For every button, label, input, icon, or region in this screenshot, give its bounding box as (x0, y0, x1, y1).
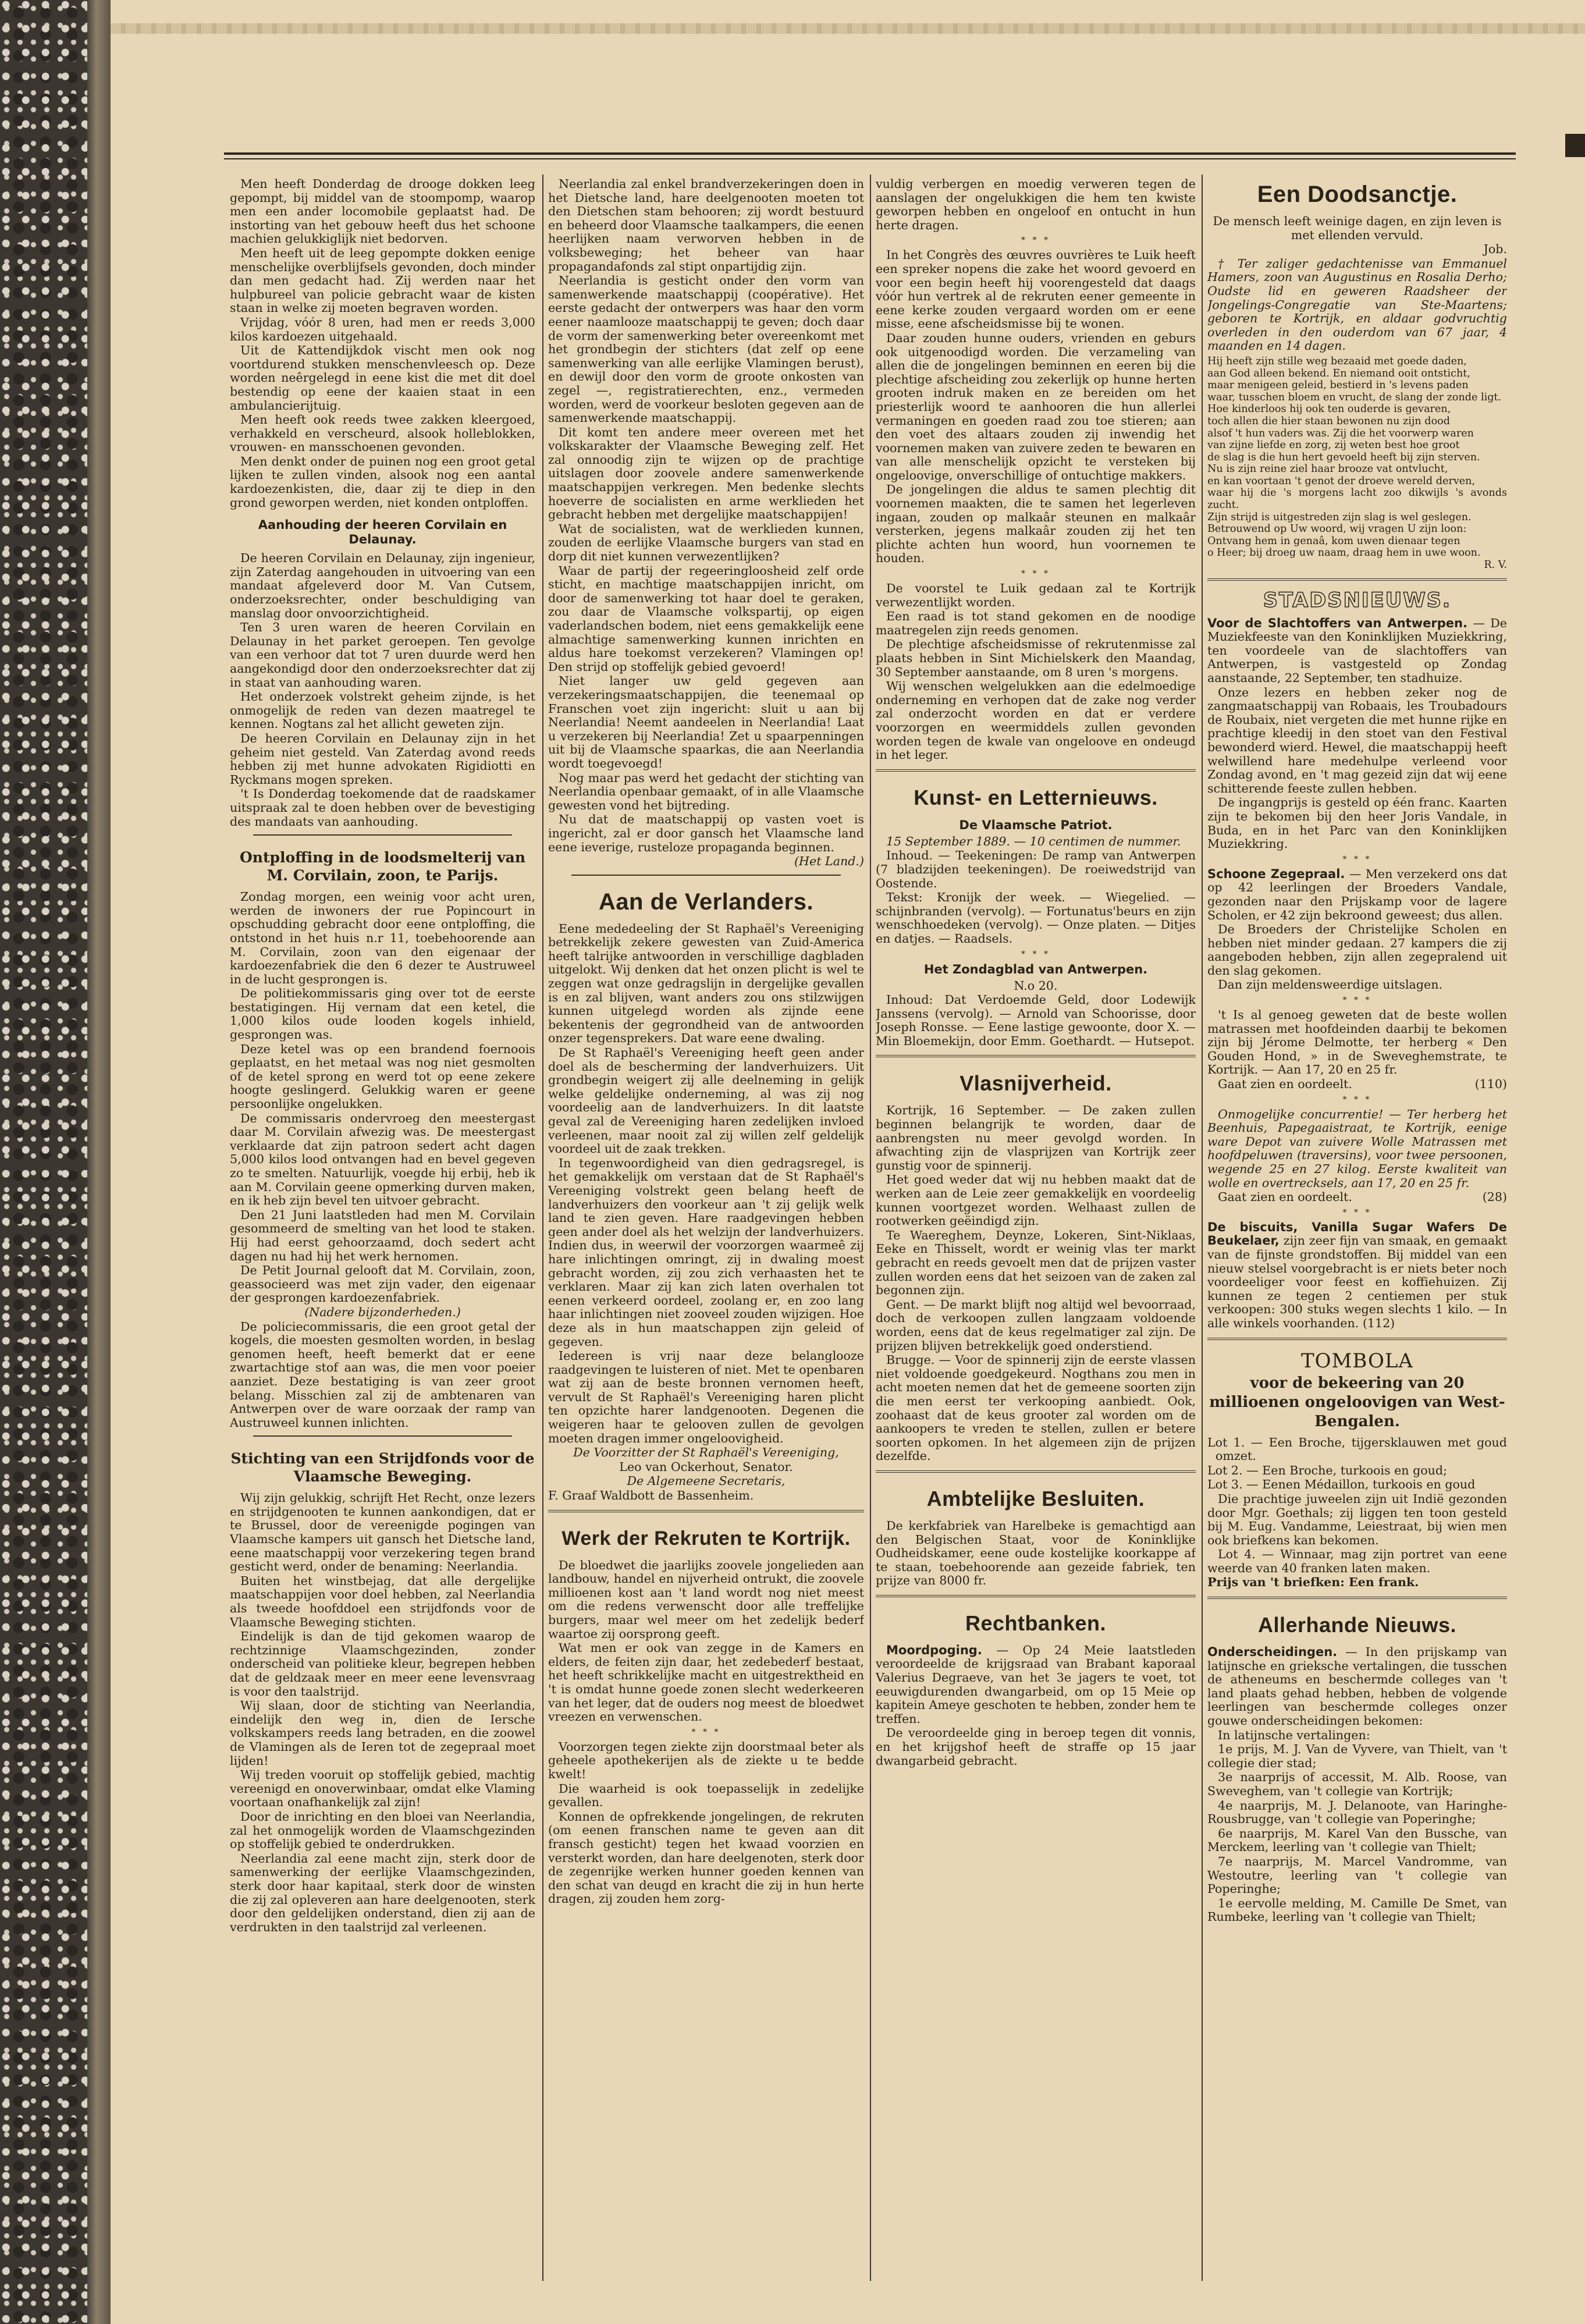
ad-number: (110) (1474, 1077, 1507, 1092)
poem-line: Nu is zijn reine ziel haar brooze vat ontvlucht, (1207, 463, 1448, 475)
advertisement: Onmogelijke concurrentie! — Ter herberg het Beenhuis, Papegaaistraat, te Kortrijk, eenige ware Depot van zuivere Wolle Matrassen met hoofdpeluwen (traversins), voor twee persoonen, wegende 25 en 27 kilog. Eerste kwaliteit van wolle en overtrecksels, aan 17, 20 en 25 fr. (1207, 1107, 1507, 1190)
asterism: * * * (1342, 1207, 1372, 1217)
paragraph: Wat men er ook van zegge in de Kamers en elders, de feiten zijn daar, het zedebederf bestaat, het heeft schrikkelijke macht en uitgestrektheid en 't is omdat hunne goede zonen slecht wederkeeren van het leger, dat de ouders nog meest de bloedwet vreezen en verwenschen. (548, 1641, 864, 1724)
paragraph: Lot 4. — Winnaar, mag zijn portret van eene weerde van 40 franken laten maken. (1207, 1547, 1507, 1575)
lead-in: Voor de Slachtoffers van Antwerpen. (1207, 616, 1467, 630)
column-3 (876, 177, 1196, 2275)
paragraph: Neerlandia zal eene macht zijn, sterk door de samenwerking der eerlijke Vlaamschgezinden, sterk door haar kapitaal, sterk door de winsten die zij zal opleveren aan hare deelgenooten, sterk door den geldelijken onderstand, dien zij aan de verdrukten in den taalstrijd zal verleenen. (230, 1851, 535, 1934)
paragraph: Wij zijn gelukkig, schrijft Het Recht, onze lezers en strijdgenooten te kunnen aankondigen, dat er te Brussel, door de vereenigde pogingen van Vlaamsche kampers uit gansch het Dietsche land, eene maatschappij voor verzekering tegen brand gesticht werd, onder de benaming: Neerlandia. (230, 1491, 535, 1574)
top-rule (224, 152, 1516, 155)
headline-rekruten: Werk der Rekruten te Kortrijk. (561, 1527, 851, 1550)
headline-verlanders: Aan de Verlanders. (598, 889, 814, 915)
headline-tombola: TOMBOLA (1301, 1349, 1413, 1373)
top-binding-strip (111, 23, 1585, 34)
advertisement-footer (1207, 1191, 1507, 1204)
paragraph: De St Raphaël's Vereeniging heeft geen ander doel als de bescherming der landverhuizers. Uit grondbegin weigert zij alle deelneming in gelijk welke geldelijke onderneming, al was zij nog voordeelig aan de landverhuizers. In dit laatste geval zal de Vereeniging haren zedelijken invloed verleenen, maar nooit zal zij willen zelf geldelijk voordeel uit de zaak trekken. (548, 1046, 864, 1156)
lead-in: De biscuits, Vanilla Sugar Wafers De Beukelaer, (1207, 1220, 1507, 1248)
headline-doodsanctje: Een Doodsanctje. (1257, 182, 1458, 207)
poem-line: o Heer; bij droeg uw naam, draag hem in uwe woon. (1207, 547, 1481, 559)
lead-in: Onderscheidingen. (1207, 1645, 1338, 1660)
paragraph: De policiecommissaris, die een groot getal der kogels, die moesten gesmolten worden, in beslag genomen heeft, heeft bemerkt dat er eene zwartachtige stof aan was, die men voor poeier aanziet. Deze bestatiging is van zeer groot belang. Misschien zal zij de ambtenaren van Antwerpen over de ware oorzaak der ramp van Austruweel kunnen inlichten. (230, 1319, 535, 1430)
paragraph: Konnen de opfrekkende jongelingen, de rekruten (om eenen franschen name te geven aan dit fransch gesticht) tegen het kwaad voorzien en versterkt worden, dan hare deelgenoten, sterk door de zegenrijke werken hunner goeden kennen van den schat van deugd en kracht die zij in hun herte dragen, zij zouden hem zorg- (548, 1809, 864, 1906)
asterism: * * * (1021, 236, 1050, 246)
paragraph: De heeren Corvilain en Delaunay, zijn ingenieur, zijn Zaterdag aangehouden in uitvoering van een mandaat afgeleverd door M. Van Cutsem, onderzoeksrechter, onder beschuldiging van manslag door onvoorzichtigheid. (230, 551, 535, 620)
quote: De mensch leeft weinige dagen, en zijn leven is met ellenden vervuld. (1213, 214, 1502, 242)
paragraph: Eene mededeeling der St Raphaël's Vereeniging betrekkelijk zekere gewesten van Zuid-America heeft talrijke antwoorden in verschillige dagbladen uitgelokt. Wij denken dat het onzen plicht is wel te zeggen wat onze gedragslijn in dergelijke gevallen is en zal blijven, want anders zou ons stilzwijgen kunnen uitgelegd worden als zijnde eene bekentenis der gegrondheid van de antwoorden onzer tegensprekers. Dat ware eene dwaling. (548, 921, 864, 1046)
source-credit: (Het Land.) (794, 854, 864, 869)
ad-tagline: Gaat zien en oordeelt. (1218, 1077, 1352, 1092)
paragraph: De politiekommissaris ging over tot de eerste bestatigingen. Hij vernam dat een ketel, die 1,000 kilos oude looden kogels inhield, gesprongen was. (230, 986, 535, 1042)
paragraph: Door de inrichting en den bloei van Neerlandia, zal het onmogelijk worden de Vlaamschgezinden op stoffelijk gebied te onderdrukken. (230, 1809, 535, 1852)
paragraph: De ingangprijs is gesteld op één franc. Kaarten zijn te bekomen bij den heer Joris Vandale, in Buda, en in het Parc van den Koninklijken Muziekkring. (1207, 795, 1507, 851)
news-item (1207, 868, 1507, 922)
subheadline-patriot: De Vlaamsche Patriot. (959, 818, 1113, 832)
poem-line: toch allen die hier staan bewonen nu zijn dood (1207, 415, 1451, 427)
poem-line: Betrouwend op Uw woord, wij vragen U zijn loon: (1207, 523, 1467, 535)
column-4 (1207, 177, 1507, 2275)
news-item (1207, 1646, 1507, 1728)
paragraph: Niet langer uw geld gegeven aan verzekeringsmaatschappijen, die teenemaal op Franschen voet zijn ingericht: sluit u aan bij Neerlandia! Neemt aandeelen in Neerlandia! Laat u verzekeren bij Neerlandia! Zet u spaarpenningen uit bij de Vlaamsche spaarkas, die aan Neerlandia wordt toegevoegd! (548, 674, 864, 770)
section-divider (1207, 578, 1507, 581)
paragraph: Buiten het winstbejag, dat alle dergelijke maatschappijen voor doel hebben, zal Neerlandia als tweede hoofddoel een strijdfonds voor de Vlaamsche Beweging stichten. (230, 1573, 535, 1629)
paragraph-text: — Op 24 Meie laatstleden veroordeelde de krijgsraad van Brabant kaporaal Valerius Degraeve, van het 3e jagers te voet, tot eeuwigdurenden dwangarbeid, om op 15 Meie op kapitein Ameye geschoten te hebben, zonder hem te treffen. (876, 1643, 1196, 1726)
asterism: * * * (1021, 949, 1050, 959)
poem-line: Zijn strijd is uitgestreden zijn slag is wel geslegen. (1207, 511, 1472, 523)
poem-line: waar, tusschen bloem en vrucht, de slang der zonde ligt. (1207, 391, 1502, 403)
paragraph: Neerlandia is gesticht onder den vorm van samenwerkende maatschappij (coopérative). Het eerste gedacht der ontwerpers was haar den vorm eener naamlooze maatschappij te geven; doch daar de vorm der samenwerking beter overeenkomt met het grondbegin der stichters (dat zelf op eene samenwerking van alle eerlijke Vlamingen berust), en dewijl door den vorm de groote onkosten van zegel —, registratierechten, enz., vermeden worden, werd de voorkeur besloten gegeven aan de samenwerkende maatschappij. (548, 273, 864, 425)
paragraph: 1e eervolle melding, M. Camille De Smet, van Rumbeke, leerling van 't collegie van Thielt; (1207, 1896, 1507, 1924)
poem-line: en kan voortaan 't genot der droeve wereld derven, (1207, 475, 1476, 487)
paragraph: Neerlandia zal enkel brandverzekeringen doen in het Dietsche land, hare deelgenooten moeten tot den Dietschen stam behooren; zij wordt bestuurd en beheerd door Vlaamsche taalkampers, die eenen heerlijken naam verworven hebben in de volksbeweging; het beheer van haar propagandafonds zal stipt onpartijdig zijn. (548, 177, 864, 273)
paragraph: Nu dat de maatschappij op vasten voet is ingericht, zal er door gansch het Vlaamsche land eene ieverige, rusteloze propaganda beginnen. (548, 812, 864, 854)
paragraph: Men heeft Donderdag de drooge dokken leeg gepompt, bij middel van de stoompomp, waarop men een ander locomobile geplaatst had. De instorting van het gebouw heeft dus het schoone machien gelukkiglijk niet bedorven. (230, 177, 535, 246)
paragraph: De voorstel te Luik gedaan zal te Kortrijk verwezentlijkt worden. (876, 581, 1196, 609)
paragraph: Een raad is tot stand gekomen en de noodige maatregelen zijn reeds genomen. (876, 609, 1196, 637)
paragraph: De heeren Corvilain en Delaunay zijn in het geheim niet gesteld. Van Zaterdag avond reeds hebben zij met hunne advokaten Rigidiotti en Ryckmans mogen spreken. (230, 731, 535, 787)
paragraph: Nog maar pas werd het gedacht der stichting van Neerlandia openbaar gemaakt, of in alle Vlaamsche gewesten vond het bijtreding. (548, 770, 864, 812)
col1-intro (230, 177, 535, 510)
advertisement: 't Is al genoeg geweten dat de beste wollen matrassen met hoofdeinden daarbij te bekomen zijn bij Jérome Delmotte, ter herberg « Den Gouden Hond, » in de Sweveghemstrate, te Kortrijk. — Aan 17, 20 en 25 fr. (1207, 1008, 1507, 1077)
paragraph: De Petit Journal gelooft dat M. Corvilain, zoon, geassocieerd was met zijn vader, den eigenaar der gesprongen kardoezenfabriek. (230, 1263, 535, 1305)
headline-stadsnieuws: STADSNIEUWS. (1263, 588, 1452, 612)
ad-tagline: Gaat zien en oordeelt. (1218, 1190, 1352, 1204)
top-rule-thin (224, 158, 1516, 159)
paragraph: N.o 20. (1014, 978, 1058, 993)
headline-ontploffing: Ontploffing in de loodsmelterij van M. Corvilain, zoon, te Parijs. (239, 849, 526, 884)
paragraph: Deze ketel was op een brandend foernoois geplaatst, en het metaal was nog niet gesmolten of de ketel sprong en werd tot op eene zekere hoogte geslingerd. Gelukkig waren er geene persoonlijke ongelukken. (230, 1042, 535, 1111)
paragraph: De veroordeelde ging in beroep tegen dit vonnis, en het krijgshof heeft de straffe op 15 jaar dwangarbeid gebracht. (876, 1726, 1196, 1768)
poem-line: alsof 't hun vaders was. Zij die het voorwerp waren (1207, 427, 1474, 439)
advertisement (1207, 1221, 1507, 1331)
paragraph: Onze lezers en hebben zeker nog de zangmaatschappij van Robaais, les Troubadours de Roubaix, niet vergeten die met hunne rijke en prachtige kleedij in den stoet van den Festival bewonderd wierd. Hewel, die maatschappij heeft welwillend hare medehulpe verleend voor Zondag avond, en 't mag gezeid zijn dat wij eene schitterende feeste zullen hebben. (1207, 685, 1507, 795)
paragraph: Eindelijk is dan de tijd gekomen waarop de rechtzinnige Vlaamschgezinden, zonder onderscheid van politieke kleur, begrepen hebben dat de geldzaak meer en meer eene levensvraag is voor den taalstrijd. (230, 1629, 535, 1698)
paragraph: Inhoud: Dat Verdoemde Geld, door Lodewijk Janssens (vervolg). — Arnold van Schoorisse, door Joseph Ronsse. — Eene lastige gewoonte, door X. — Min Bloemekijn, door Emm. Goethardt. — Hutsepot. (876, 993, 1196, 1048)
section-divider (253, 1435, 512, 1437)
headline-strijdfonds: Stichting van een Strijdfonds voor de Vlaamsche Beweging. (230, 1450, 535, 1486)
book-spine-shadow (87, 0, 111, 2324)
tombola-subtitle: voor de bekeering van 20 millioenen ongeloovigen van West-Bengalen. (1209, 1374, 1505, 1430)
paragraph: De jongelingen die aldus te samen plechtig dit voornemen maakten, die te samen het legerleven ingaan, zouden op malkaâr steunen en malkaâr versterken, jegens malkaâr zouden zij het ten plichte achten hun woord, hun voornemen te houden. (876, 482, 1196, 566)
ad-number: (112) (1362, 1316, 1395, 1330)
signature: De Algemeene Secretaris, (627, 1474, 786, 1488)
paragraph: Voorzorgen tegen ziekte zijn doorstmaal beter als geheele apothekerijen als de ziekte u te bedde kwelt! (548, 1739, 864, 1781)
poem-line: de slag is die hun hert gevoeld heeft bij zijn sterven. (1207, 451, 1480, 463)
section-divider (1207, 1597, 1507, 1599)
paragraph-text: — De Muziekfeeste van den Koninklijken Muziekkring, ten voordeele van de slachtoffers van Antwerpen, is vastgesteld op Zondag aanstaande, 22 September, ten stadhuize. (1207, 616, 1507, 685)
poem-line: Hoe kinderloos hij ook ten ouderde is gevaren, (1207, 403, 1451, 415)
headline-ambtelijke: Ambtelijke Besluiten. (926, 1486, 1145, 1511)
paragraph: Iedereen is vrij naar deze belanglooze raadgevingen te luisteren of niet. Met te openbaren wat zij aan de beste bronnen vernomen heeft, vervult de St Raphaël's Vereeniging haren plicht ten opzichte harer landgenooten. Degenen die weigeren haar te gelooven zullen de gevolgen moeten dragen immer ongeloovigheid. (548, 1349, 864, 1445)
signature: De Voorzitter der St Raphaël's Vereeniging, (573, 1445, 839, 1460)
section-divider (1207, 1338, 1507, 1340)
headline-kunst: Kunst- en Letternieuws. (914, 785, 1158, 809)
subheading-note: (Nadere bijzonderheden.) (304, 1305, 461, 1319)
column-rule-2 (870, 175, 871, 2281)
paragraph: 7e naarprijs, M. Marcel Vandromme, van Westoutre, leerling van 't collegie van Poperinghe; (1207, 1854, 1507, 1896)
paragraph: Men denkt onder de puinen nog een groot getal lijken te zullen vinden, alsook nog een aantal kardoezenkisten, die, daar zij te diep in den grond geworpen werden, niet konden ontploffen. (230, 454, 535, 510)
quote-reference: Job. (1483, 242, 1507, 257)
paragraph: 15 September 1889. — 10 centimen de nummer. (886, 834, 1181, 848)
paragraph: In tegenwoordigheid van dien gedragsregel, is het gemakkelijk om verstaan dat de St Raphaël's Vereeniging volstrekt geen belang heeft de landverhuizers den voorkeur aan 't zij gelijk welk land te zien geven. Hare raadgevingen hebben geen ander doel als het welzijn der landverhuizers. Indien dus, in weerwil der voorzorgen waarmeê zij hare inlichtingen omringt, zij in dwaling moest gebracht worden, zij zou zich verhaasten het te verklaren. Maar zij kan zich laten overhalen tot eenen verkeerd oordeel, zoolang er, en zoo lang haar inlichtingen niet zooveel zouden wijzigen. Hoe deze als in hun maatschappen zijn geleid of gegeven. (548, 1156, 864, 1349)
paragraph-text: — In den prijskamp van latijnsche en grieksche vertalingen, die tusschen de atheneums en beschermde colleges van 't land plaats gehad hebben, hebben de volgende leerlingen van beschermde colleges onzer gouwe onderscheidingen bekomen: (1207, 1645, 1507, 1728)
paragraph: Die prachtige juweelen zijn uit Indië gezonden door Mgr. Goethals; zij liggen ten toon gesteld bij M. Eug. Vandamme, Leiestraat, bij wien men ook briefkens kan bekomen. (1207, 1491, 1507, 1547)
lot-item: Lot 2. — Een Broche, turkoois en goud; (1207, 1463, 1448, 1477)
paragraph: vuldig verbergen en moedig verweren tegen de aanslagen der ongelukkigen die hem ten kwiste geworpen hebben en ongeloof en ontucht in hun herte dragen. (876, 177, 1196, 232)
signature: Leo van Ockerhout, Senator. (619, 1459, 793, 1474)
paragraph: Inhoud. — Teekeningen: De ramp van Antwerpen (7 bladzijden teekeningen). De roeiwedstrijd van Oostende. (876, 848, 1196, 890)
headline-allerhande: Allerhande Nieuws. (1257, 1613, 1457, 1637)
paragraph: 3e naarprijs of accessit, M. Alb. Roose, van Sweveghem, van 't collegie van Kortrijk; (1207, 1770, 1507, 1798)
poem-line: aan God alleen bekend. En niemand ooit ontsticht, (1207, 367, 1470, 379)
paragraph: Den 21 Juni laatstleden had men M. Corvilain gesommeerd de smelting van het lood te staken. Hij had eerst gehoorzaamd, doch sedert acht dagen nu had hij het werk hernomen. (230, 1207, 535, 1263)
asterism: * * * (1021, 569, 1050, 579)
paragraph: 1e prijs, M. J. Van de Vyvere, van Thielt, van 't collegie dier stad; (1207, 1742, 1507, 1770)
paragraph: Wat de socialisten, wat de werklieden kunnen, zouden de eerlijke Vlaamsche burgers van stad en dorp dit niet kunnen verwezentlijken? (548, 521, 864, 564)
poem-line: Hij heeft zijn stille weg bezaaid met goede daden, (1207, 355, 1467, 367)
paragraph: 6e naarprijs, M. Karel Van den Bussche, van Merckem, leerling van 't collegie van Thielt; (1207, 1826, 1507, 1854)
section-divider (876, 769, 1196, 772)
paragraph: Die waarheid is ook toepasselijk in zedelijke gevallen. (548, 1781, 864, 1810)
marbled-binding-edge (0, 0, 87, 2324)
paragraph: Uit de Kattendijkdok vischt men ook nog voortdurend stukken menschenvleesch op. Deze worden neêrgelegd in eene kist die met dit doel bestendig op eene der kaaien staat in een ambulancierijtuig. (230, 343, 535, 413)
memorial-poem (1207, 356, 1507, 571)
news-item (1207, 617, 1507, 685)
poem-line: Ontvang hem in genaâ, kom uwen dienaar tegen (1207, 535, 1460, 547)
section-divider (876, 1470, 1196, 1473)
paragraph: Vrijdag, vóór 8 uren, had men er reeds 3,000 kilos kardoezen uitgehaald. (230, 315, 535, 343)
asterism: * * * (1342, 1095, 1372, 1104)
paragraph: De bloedwet die jaarlijks zoovele jongelieden aan landbouw, handel en nijverheid ontrukt, die zoovele millioenen kost aan 't land wordt nog niet meest om die redens verwenscht door alle treffelijke burgers, maar wel meer om het zedelijk bederf waartoe zij oorsprong geeft. (548, 1558, 864, 1641)
paragraph: Gent. — De markt blijft nog altijd wel bevoorraad, doch de verkoopen zullen langzaam voldoende worden, eens dat de keus regelmatiger zal zijn. De prijzen blijven betrekkelijk goed onderstiend. (876, 1297, 1196, 1353)
paragraph-text: — Men verzekerd ons dat op 42 leerlingen der Broeders Vandale, gezonden naar den Prijskamp voor de lagere Scholen, er 42 zijn bekroond geweest; dus allen. (1207, 866, 1507, 922)
page-corner-tab (1565, 134, 1585, 157)
ticket-price: Prijs van 't briefken: Een frank. (1207, 1575, 1419, 1590)
section-divider (876, 1055, 1196, 1057)
paragraph: De Broeders der Christelijke Scholen en hebben niet minder gedaan. 27 kampers die zij aangeboden hebben, zijn allen zegepralend uit den slag gekomen. (1207, 922, 1507, 978)
paragraph: In het Congrès des œuvres ouvrières te Luik heeft een spreker nopens die zake het woord gevoerd en voor een begin heeft hij voorengesteld dat daags vóór hun vertrek al de rekruten eener gemeente in eene kerke zouden vergaard worden om er eene misse, eene afscheidsmisse bij te wonen. (876, 248, 1196, 331)
paragraph: Men heeft ook reeds twee zakken kleergoed, verhakkeld en verscheurd, alsook holleblokken, vrouwen- en mansschoenen gevonden. (230, 413, 535, 454)
paragraph: Dit komt ten andere meer overeen met het volkskarakter der Vlaamsche Beweging zelf. Het zal onnoodig zijn te wijzen op de prachtige uitslagen door zoovele andere samenwerkende maatschappijen verkregen. Men bedenke slechts hoeverre de socialisten en arme werklieden het gebracht hebben met dergelijke maatschappijen! (548, 425, 864, 522)
paragraph: Men heeft uit de leeg gepompte dokken eenige menschelijke overblijfsels gevonden, doch minder dan men gedacht had. Zij werden naar het hulpbureel van policie gebracht waar de kisten staan in welke zij moeten begraven worden. (230, 246, 535, 315)
paragraph: 't Is Donderdag toekomende dat de raadskamer uitspraak zal te doen hebben over de bevestiging des mandaats van aanhouding. (230, 787, 535, 829)
poem-signature: R. V. (1484, 559, 1507, 571)
column-2 (548, 177, 864, 2275)
signature: F. Graaf Waldbott de Bassenheim. (548, 1488, 754, 1503)
paragraph: Daar zouden hunne ouders, vrienden en geburs ook uitgenoodigd worden. Die verzameling van allen die de jongelingen beminnen en eeren bij die plechtige afscheiding zou zekerlijk op hunne herten grooten indruk maken en ze bereiden om het priesterlijk woord te aanhooren die hun allerlei vermaningen en goeden raad zou toe stieren; aan den voet des altaars zouden zij inwendig het voornemen maken van zuivere zeden te bewaren en van alle menschelijk opzicht te versteken bij ongeloovige, onverschillige of ontuchtige makkers. (876, 331, 1196, 482)
paragraph: 4e naarprijs, M. J. Delanoote, van Haringhe-Rousbrugge, van 't collegie van Poperinghe; (1207, 1798, 1507, 1826)
paragraph: Ten 3 uren waren de heeren Corvilain en Delaunay in het parket geroepen. Ten gevolge van een verhoor dat tot 7 uren duurde werd hen aangekondigd door den onderzoeksrechter dat zij in staat van aanhouding waren. (230, 620, 535, 690)
column-1 (230, 177, 535, 2275)
section-divider (876, 1595, 1196, 1597)
asterism: * * * (1342, 996, 1372, 1005)
paragraph: Zondag morgen, een weinig voor acht uren, werden de inwoners der rue Popincourt in opschudding gebracht door eene ontploffing, die ontstond in het huis n.r 11, toebehoorende aan M. Corvilain, zoon van den eigenaar der kardoezenfabriek die den 6 dezer te Austruweel in de lucht gesprongen is. (230, 890, 535, 986)
section-divider (253, 834, 512, 836)
obituary: † Ter zaliger gedachtenisse van Emmanuel Hamers, zoon van Augustinus en Rosalia Derho; Oudste lid en geweren Raadsheer der Jongelings-Congregatie van Ste-Maartens; geboren te Kortrijk, en aldaar godvruchtig overleden in den ouderdom van 67 jaar, 4 maanden en 14 dagen. (1207, 256, 1507, 353)
paragraph: Het onderzoek volstrekt geheim zijnde, is het onmogelijk de reden van dezen maatregel te kennen. Nogtans zal het allicht geweten zijn. (230, 690, 535, 731)
ad-number: (28) (1482, 1190, 1507, 1204)
lead-in: Moordpoging. (886, 1643, 982, 1657)
paragraph (876, 1644, 1196, 1726)
asterism: * * * (691, 1727, 721, 1737)
lead-in: Schoone Zegepraal. (1207, 866, 1345, 881)
poem-line: van zijne liefde en zorg, zij weten best hoe groot (1207, 439, 1460, 452)
paragraph: Dan zijn meldensweerdige uitslagen. (1218, 978, 1443, 992)
paragraph: De kerkfabriek van Harelbeke is gemachtigd aan den Belgischen Staat, voor de Koninklijke Oudheidskamer, eene oude kostelijke koorkappe af te staan, toebehoorende aan gezeide fabriek, ten prijze van 8000 fr. (876, 1518, 1196, 1588)
lot-item: Lot 3. — Eenen Médaillon, turkoois en goud (1207, 1477, 1476, 1492)
paragraph-text: zijn zeer fijn van smaak, en gemaakt van de fijnste grondstoffen. Bij middel van een nieuw stelsel voorgebracht is er niets beter noch voordeeliger voor feest en koffiehuizen. Zij kunnen ze tegen 2 centiemen per stuk verkoopen: 300 stuks wegen slechts 1 kilo. — In alle winkels voorhanden. (1207, 1234, 1507, 1330)
paragraph: Kortrijk, 16 September. — De zaken zullen beginnen belangrijk te worden, daar de aanbrengsten nu meer gevolgd worden. In afwachting zijn de vlasprijzen van Kortrijk zeer gunstig voor de spinnerij. (876, 1103, 1196, 1172)
headline-aanhouding: Aanhouding der heeren Corvilain en Delaunay. (258, 518, 507, 547)
paragraph: Wij wenschen welgelukken aan die edelmoedige onderneming en verhopen dat de zake nog verder zal onderzocht worden en dat er verdere voorzorgen en weermiddels zullen gevonden worden tegen de kwale van ongeloove en ondeugd in het leger. (876, 679, 1196, 762)
headline-rechtbanken: Rechtbanken. (965, 1611, 1107, 1635)
paragraph: Wij slaan, door de stichting van Neerlandia, eindelijk den weg in, dien de Iersche volkskampers reeds lang betraden, en die zoowel de Vlamingen als de Ieren tot de zegepraal moet lijden! (230, 1698, 535, 1768)
asterism: * * * (1342, 854, 1372, 864)
paragraph: De commissaris ondervroeg den meestergast daar M. Corvilain afwezig was. De meestergast verklaarde dat zijn patroon sedert acht dagen 5,000 kilos lood ontvangen had en bevel gegeven zo te smelten. Natuurlijk, voegde hij erbij, heb ik aan M. Corvilain geene opmerking durven maken, en ik heb zijn bevel ten uitvoer gebracht. (230, 1111, 535, 1208)
paragraph: Brugge. — Voor de spinnerij zijn de eerste vlassen niet voldoende goedgekeurd. Nogthans zou men in acht moeten nemen dat het de gemeene soorten zijn die men eerst ter verkooping aanbiedt. Ook, zoohaast dat de keus grooter zal worden om de aankoopers te vreden te stellen, zullen er betere soorten opkomen. In het algemeen zijn de prijzen dezelfde. (876, 1353, 1196, 1463)
paragraph: Het goed weder dat wij nu hebben maakt dat de werken aan de Leie zeer gemakkelijk en voordeelig kunnen voortgezet worden. Welhaast zullen de rootwerken geëindigd zijn. (876, 1172, 1196, 1228)
advertisement-footer (1207, 1078, 1507, 1092)
paragraph: Waar de partij der regeeringloosheid zelf orde sticht, en machtige maatschappijen inricht, om door de samenwerking tot haar doel te geraken, zou daar de Vlaamsche volkspartij, op eigen vaderlandschen bodem, niet eens gemakkelijk eene almachtige samenwerking kunnen inrichten en aldus hare toekomst verzekeren? Vlamingen op! Den strijd op stoffelijk gebied gevoerd! (548, 563, 864, 674)
lot-item: Lot 1. — Een Broche, tijgersklauwen met goud omzet. (1207, 1435, 1507, 1463)
paragraph: De plechtige afscheidsmisse of rekrutenmisse zal plaats hebben in Sint Michielskerk den Maandag, 30 September aanstaande, om 8 uren 's morgens. (876, 637, 1196, 679)
paragraph: Tekst: Kronijk der week. — Wiegelied. — schijnbranden (vervolg). — Fortunatus'beurs en zijn wenschhoedeken (vervolg). — Onze platen. — Ditjes en datjes. — Raadsels. (876, 890, 1196, 946)
subheadline-zondagblad: Het Zondagblad van Antwerpen. (923, 962, 1148, 976)
column-rule-1 (542, 175, 543, 2281)
section-divider (571, 875, 841, 876)
section-divider (548, 1510, 864, 1512)
paragraph: Te Waereghem, Deynze, Lokeren, Sint-Niklaas, Eeke en Thisselt, wordt er weinig vlas ter markt gebracht en reeds gevoelt men dat de prijzen vaster zullen worden eens dat het seizoen van de zaken zal begonnen zijn. (876, 1228, 1196, 1298)
headline-vlasnijverheid: Vlasnijverheid. (959, 1071, 1112, 1096)
poem-line: waar hij die 's morgens lacht zoo dikwijls 's avonds zucht. (1207, 487, 1507, 511)
column-rule-3 (1202, 175, 1203, 2281)
paragraph: In latijnsche vertalingen: (1218, 1728, 1370, 1742)
paragraph: Wij treden vooruit op stoffelijk gebied, machtig vereenigd en onoverwinbaar, omdat elke Vlaming voortaan onafhankelijk zal zijn! (230, 1768, 535, 1810)
poem-line: maar menigeen geleid, bestierd in 's levens paden (1207, 379, 1469, 392)
